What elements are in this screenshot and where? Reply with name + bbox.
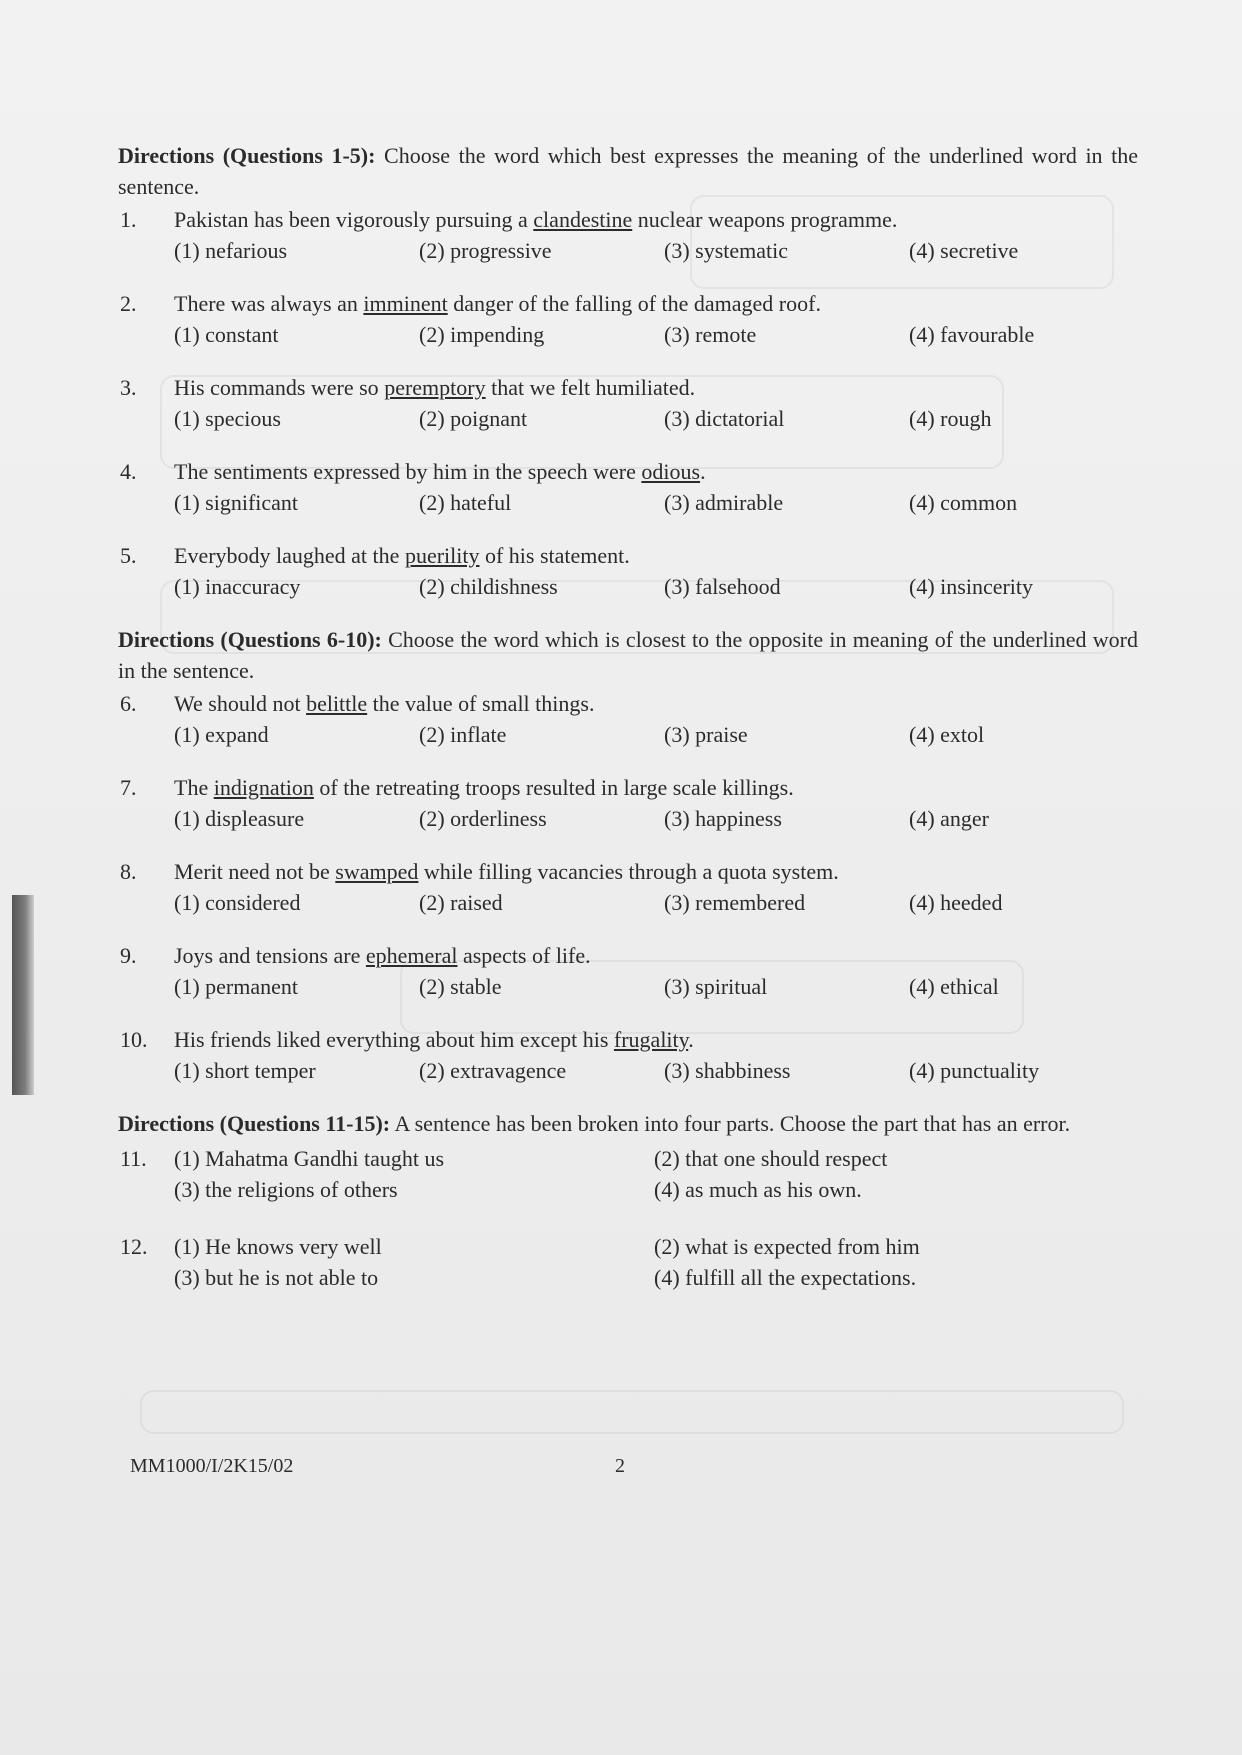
underlined-word: ephemeral (365, 943, 458, 968)
question-number: 5. (120, 543, 137, 568)
directions-instruction: Choose the word which is closest to the opposite in meaning of the underlined word in the sentence. (118, 627, 1138, 683)
question-text-post: of the retreating troops resulted in large scale killings. (313, 775, 794, 800)
directions-instruction: Choose the word which best expresses the meaning of the underlined word in the sentence. (118, 143, 1138, 199)
answer-option: (4) anger (909, 806, 990, 831)
question-text (174, 856, 1138, 887)
answer-option: (2) poignant (419, 406, 528, 431)
underlined-word: indignation (213, 775, 314, 800)
answer-option: (2) extravagence (419, 1058, 567, 1083)
paper-code: MM1000/I/2K15/02 (130, 1455, 294, 1477)
answer-option: (1) expand (174, 722, 269, 747)
answer-option: (3) happiness (664, 806, 782, 831)
question (118, 288, 1138, 319)
answer-options (174, 803, 1138, 834)
answer-option: (3) remembered (664, 890, 806, 915)
sentence-part: (4) as much as his own. (654, 1177, 862, 1202)
answer-options (174, 319, 1138, 350)
question-text-post: the value of small things. (367, 691, 595, 716)
page-number: 2 (615, 1455, 625, 1477)
question-text (174, 288, 1138, 319)
question-number: 7. (120, 775, 137, 800)
question-text-post: while filling vacancies through a quota system. (418, 859, 839, 884)
question-text-pre: Everybody laughed at the (174, 543, 405, 568)
answer-options (174, 487, 1138, 518)
question-text-pre: His commands were so (174, 375, 385, 400)
question (118, 1024, 1138, 1055)
question-text-pre: Pakistan has been vigorously pursuing a (174, 207, 534, 232)
underlined-word: clandestine (533, 207, 633, 232)
underlined-word: peremptory (384, 375, 486, 400)
answer-option: (2) childishness (419, 574, 558, 599)
question-text-post: nuclear weapons programme. (632, 207, 898, 232)
question-text (174, 940, 1138, 971)
answer-option: (2) hateful (419, 490, 512, 515)
error-question (118, 1231, 1138, 1315)
answer-option: (2) inflate (419, 722, 507, 747)
answer-option: (2) impending (419, 322, 545, 347)
answer-option: (1) short temper (174, 1058, 316, 1083)
question (118, 456, 1138, 487)
answer-option: (1) constant (174, 322, 279, 347)
underlined-word: puerility (404, 543, 480, 568)
sentence-part: (4) fulfill all the expectations. (654, 1265, 917, 1290)
answer-options (174, 403, 1138, 434)
question-text-pre: Merit need not be (174, 859, 336, 884)
question-number: 1. (120, 207, 137, 232)
answer-option: (3) spiritual (664, 974, 768, 999)
question (118, 540, 1138, 571)
underlined-word: frugality (613, 1027, 689, 1052)
question-number: 3. (120, 375, 137, 400)
question-text (174, 772, 1138, 803)
answer-option: (4) ethical (909, 974, 999, 999)
sentence-part: (3) the religions of others (174, 1177, 398, 1202)
answer-option: (3) systematic (664, 238, 789, 263)
question-text-pre: There was always an (174, 291, 364, 316)
question (118, 940, 1138, 971)
section-directions (118, 1108, 1138, 1139)
question-number: 4. (120, 459, 137, 484)
sentence-part: (2) what is expected from him (654, 1234, 920, 1259)
underlined-word: belittle (306, 691, 368, 716)
answer-options (174, 971, 1138, 1002)
answer-option: (1) inaccuracy (174, 574, 301, 599)
answer-option: (1) nefarious (174, 238, 288, 263)
scan-edge-artifact (12, 895, 34, 1095)
directions-heading: Directions (Questions 6-10): (118, 627, 382, 652)
error-question (118, 1143, 1138, 1227)
answer-option: (3) remote (664, 322, 757, 347)
answer-option: (3) dictatorial (664, 406, 785, 431)
question-text-pre: The (174, 775, 214, 800)
show-through-box (140, 1390, 1124, 1434)
question-text (174, 688, 1138, 719)
question (118, 204, 1138, 235)
question-text (174, 1024, 1138, 1055)
answer-option: (4) secretive (909, 238, 1019, 263)
answer-option: (4) heeded (909, 890, 1003, 915)
answer-option: (4) insincerity (909, 574, 1034, 599)
answer-option: (1) considered (174, 890, 301, 915)
question-text (174, 372, 1138, 403)
question (118, 372, 1138, 403)
directions-heading: Directions (Questions 1-5): (118, 143, 376, 168)
answer-option: (1) significant (174, 490, 299, 515)
question-text-post: danger of the falling of the damaged roof. (447, 291, 821, 316)
answer-option: (3) praise (664, 722, 748, 747)
underlined-word: odious (641, 459, 701, 484)
question-text-pre: Joys and tensions are (174, 943, 366, 968)
question-number: 11. (120, 1146, 147, 1171)
sentence-part: (1) Mahatma Gandhi taught us (174, 1146, 445, 1171)
answer-options (174, 571, 1138, 602)
answer-option: (4) rough (909, 406, 992, 431)
questions-content (118, 140, 1138, 1315)
answer-option: (1) displeasure (174, 806, 305, 831)
question (118, 856, 1138, 887)
answer-option: (2) raised (419, 890, 503, 915)
underlined-word: imminent (363, 291, 448, 316)
question-text (174, 204, 1138, 235)
answer-option: (4) common (909, 490, 1018, 515)
answer-options (174, 719, 1138, 750)
question-text (174, 540, 1138, 571)
section-directions (118, 140, 1138, 202)
question-text-pre: We should not (174, 691, 307, 716)
directions-instruction: A sentence has been broken into four parts. Choose the part that has an error. (394, 1111, 1071, 1136)
question-text-pre: His friends liked everything about him except his (174, 1027, 614, 1052)
answer-option: (4) favourable (909, 322, 1035, 347)
question-number: 8. (120, 859, 137, 884)
answer-option: (4) punctuality (909, 1058, 1040, 1083)
question-text-post: . (688, 1027, 694, 1052)
question-number: 10. (120, 1027, 148, 1052)
answer-option: (3) shabbiness (664, 1058, 791, 1083)
question (118, 772, 1138, 803)
answer-option: (3) falsehood (664, 574, 781, 599)
answer-option: (2) progressive (419, 238, 552, 263)
answer-options (174, 887, 1138, 918)
question-text-post: of his statement. (479, 543, 630, 568)
answer-option: (1) specious (174, 406, 281, 431)
question-number: 2. (120, 291, 137, 316)
sentence-parts (174, 1143, 1138, 1205)
question (118, 688, 1138, 719)
question-text-post: . (700, 459, 706, 484)
answer-option: (2) orderliness (419, 806, 547, 831)
question-text-post: aspects of life. (457, 943, 591, 968)
answer-option: (3) admirable (664, 490, 784, 515)
underlined-word: swamped (335, 859, 419, 884)
directions-heading: Directions (Questions 11-15): (118, 1111, 391, 1136)
sentence-parts (174, 1231, 1138, 1293)
answer-options (174, 235, 1138, 266)
sentence-part: (3) but he is not able to (174, 1265, 379, 1290)
sentence-part: (1) He knows very well (174, 1234, 382, 1259)
answer-option: (1) permanent (174, 974, 298, 999)
question-number: 6. (120, 691, 137, 716)
answer-option: (4) extol (909, 722, 985, 747)
section-directions (118, 624, 1138, 686)
question-text (174, 456, 1138, 487)
question-number: 12. (120, 1234, 148, 1259)
answer-options (174, 1055, 1138, 1086)
sentence-part: (2) that one should respect (654, 1146, 888, 1171)
question-number: 9. (120, 943, 137, 968)
question-text-pre: The sentiments expressed by him in the speech were (174, 459, 642, 484)
answer-option: (2) stable (419, 974, 502, 999)
question-text-post: that we felt humiliated. (485, 375, 696, 400)
